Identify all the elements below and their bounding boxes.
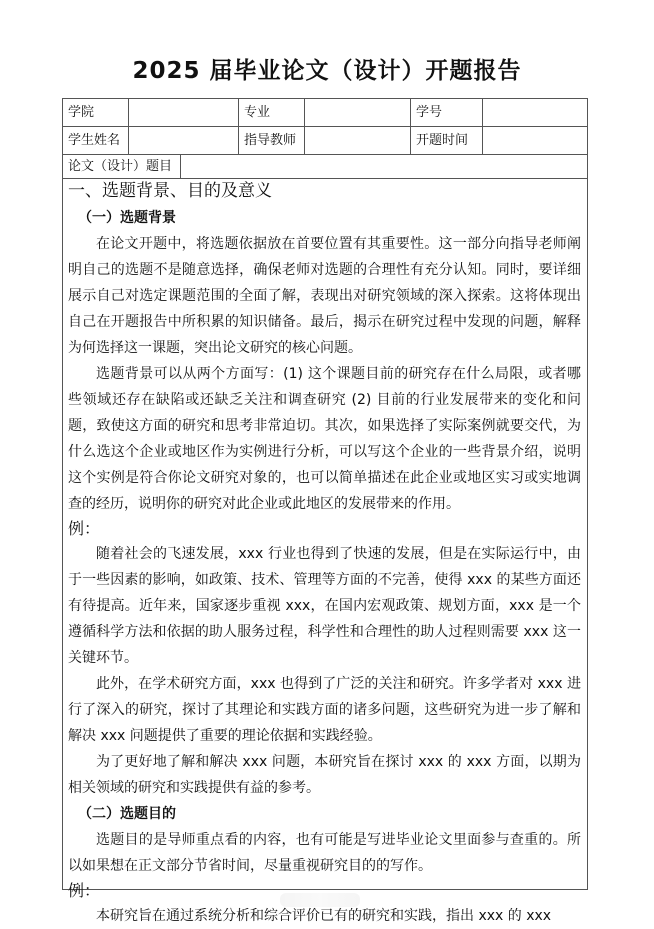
value-major[interactable] xyxy=(305,99,411,126)
paragraph-4: 此外，在学术研究方面，xxx 也得到了广泛的关注和研究。许多学者对 xxx 进行了深入的研究，探讨了其理论和实践方面的诸多问题，这些研究为进一步了解和解决 xxx 问题提供了重要的理论依据和实践经验。 xyxy=(68,676,581,744)
paragraph-6: 选题目的是导师重点看的内容，也有可能是写进毕业论文里面参与查重的。所以如果想在正文部分节省时间，尽量重视研究目的的写作。 xyxy=(68,832,581,874)
subheading-purpose: （二）选题目的 xyxy=(78,806,176,822)
label-college: 学院 xyxy=(63,99,129,126)
proposal-form xyxy=(62,98,588,924)
paragraph-3: 随着社会的飞速发展，xxx 行业也得到了快速的发展，但是在实际运行中，由于一些因素的影响，如政策、技术、管理等方面的不完善，使得 xxx 的某些方面还有待提高。近年来，国家逐步重视 xxx，在国内宏观政策、规划方面，xxx 是一个遵循科学方法和依据的助人服务过程，科学性和合理性的助人过程则需要 xxx 这一关键环节。 xyxy=(68,546,581,666)
value-thesis-title[interactable] xyxy=(181,155,589,178)
label-advisor: 指导教师 xyxy=(239,127,305,154)
section-heading-1: 一、选题背景、目的及意义 xyxy=(68,181,272,201)
example-label-1: 例： xyxy=(68,519,101,538)
paragraph-5: 为了更好地了解和解决 xxx 问题，本研究旨在探讨 xxx 的 xxx 方面，以期为相关领域的研究和实践提供有益的参考。 xyxy=(68,754,581,796)
page-title: 2025 届毕业论文（设计）开题报告 xyxy=(132,58,522,84)
proposal-content xyxy=(68,177,581,929)
label-student-name: 学生姓名 xyxy=(63,127,129,154)
value-proposal-date[interactable] xyxy=(483,127,589,154)
label-thesis-title: 论文（设计）题目 xyxy=(63,155,181,178)
watermark-mark xyxy=(280,893,360,907)
info-row-1 xyxy=(63,99,587,127)
label-proposal-date: 开题时间 xyxy=(411,127,483,154)
value-student-name[interactable] xyxy=(129,127,239,154)
label-major: 专业 xyxy=(239,99,305,126)
paragraph-2: 选题背景可以从两个方面写：(1) 这个课题目前的研究存在什么局限，或者哪些领域还存在缺陷或还缺乏关注和调查研究 (2) 目前的行业发展带来的变化和问题，致使这方面的研究和思考非常迫切。其次，如果选择了实际案例就要交代，为什么选这个企业或地区作为实例进行分析，可以写这个企业的一些背景介绍，说明这个实例是符合你论文研究对象的，也可以简单描述在此企业或地区实习或实地调查的经历，说明你的研究对此企业或此地区的发展带来的作用。 xyxy=(68,366,581,512)
info-row-2 xyxy=(63,127,587,155)
value-advisor[interactable] xyxy=(305,127,411,154)
paragraph-7: 本研究旨在通过系统分析和综合评价已有的研究和实践，指出 xxx 的 xxx xyxy=(96,908,552,924)
subheading-background: （一）选题背景 xyxy=(78,210,176,226)
paragraph-1: 在论文开题中，将选题依据放在首要位置有其重要性。这一部分向指导老师阐明自己的选题不是随意选择，确保老师对选题的合理性有充分认知。同时，要详细展示自己对选定课题范围的全面了解，表现出对研究领域的深入探索。这将体现出自己在开题报告中所积累的知识储备。最后，揭示在研究过程中发现的问题，解释为何选择这一课题，突出论文研究的核心问题。 xyxy=(68,236,581,356)
label-student-id: 学号 xyxy=(411,99,483,126)
info-row-3 xyxy=(63,155,587,179)
value-student-id[interactable] xyxy=(483,99,589,126)
value-college[interactable] xyxy=(129,99,239,126)
example-label-2: 例： xyxy=(68,881,101,900)
